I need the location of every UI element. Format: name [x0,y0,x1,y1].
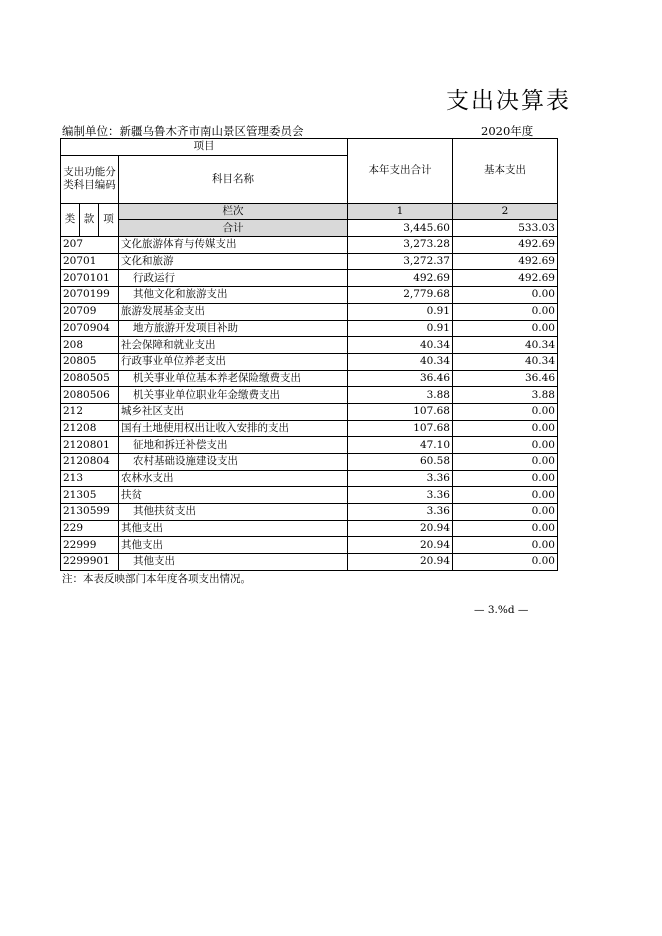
row-basic: 0.00 [453,554,558,571]
row-total: 3.88 [348,387,453,404]
row-total: 20.94 [348,554,453,571]
row-subject-name: 农村基础设施建设支出 [119,454,348,471]
compiling-unit: 编制单位：新疆乌鲁木齐市南山景区管理委员会 [62,124,304,138]
row-basic: 0.00 [453,537,558,554]
row-code: 229 [61,520,119,537]
header-row-3 [61,203,558,220]
table-row [61,287,558,304]
table-row [61,454,558,471]
row-total: 0.91 [348,320,453,337]
expenditure-table [60,138,558,571]
row-total: 3.36 [348,504,453,521]
row-basic: 0.00 [453,470,558,487]
row-subject-name: 城乡社区支出 [119,403,348,420]
table-row [61,270,558,287]
sum-basic: 533.03 [453,220,558,237]
table-row [61,237,558,254]
table-row [61,470,558,487]
row-total: 0.91 [348,303,453,320]
table-row [61,253,558,270]
row-code: 2120804 [61,454,119,471]
row-subject-name: 机关事业单位基本养老保险缴费支出 [119,370,348,387]
row-total: 2,779.68 [348,287,453,304]
row-subject-name: 文化旅游体育与传媒支出 [119,237,348,254]
row-basic: 0.00 [453,320,558,337]
row-code: 208 [61,337,119,354]
row-code: 2120801 [61,437,119,454]
row-total: 20.94 [348,520,453,537]
row-code: 21305 [61,487,119,504]
row-code: 22999 [61,537,119,554]
row-subject-name: 其他文化和旅游支出 [119,287,348,304]
table-note: 注：本表反映部门本年度各项支出情况。 [62,573,251,585]
row-basic: 3.88 [453,387,558,404]
row-subject-name: 地方旅游开发项目补助 [119,320,348,337]
row-subject-name: 文化和旅游 [119,253,348,270]
page-title: 支出决算表 [446,88,571,114]
row-total: 3.36 [348,470,453,487]
table-row [61,420,558,437]
row-basic: 492.69 [453,253,558,270]
row-basic: 0.00 [453,437,558,454]
row-basic: 492.69 [453,270,558,287]
row-basic: 0.00 [453,403,558,420]
row-total: 36.46 [348,370,453,387]
row-subject-name: 其他支出 [119,520,348,537]
row-total: 60.58 [348,454,453,471]
row-subject-name: 行政事业单位养老支出 [119,353,348,370]
table-row [61,353,558,370]
row-total: 47.10 [348,437,453,454]
header-basic: 基本支出 [453,139,558,204]
header-project: 项目 [61,139,348,156]
row-basic: 0.00 [453,504,558,521]
row-code: 207 [61,237,119,254]
table-row [61,387,558,404]
row-basic: 40.34 [453,337,558,354]
row-subject-name: 其他扶贫支出 [119,504,348,521]
table-row [61,320,558,337]
header-code-group: 支出功能分类科目编码 [61,155,119,203]
table-row [61,537,558,554]
table-row [61,370,558,387]
header-subject-name: 科目名称 [119,155,348,203]
row-total: 492.69 [348,270,453,287]
row-total: 3,272.37 [348,253,453,270]
row-code: 2080506 [61,387,119,404]
fiscal-year: 2020年度 [481,124,534,138]
row-subject-name: 扶贫 [119,487,348,504]
row-subject-name: 国有土地使用权出让收入安排的支出 [119,420,348,437]
table-row [61,520,558,537]
row-subject-name: 其他支出 [119,554,348,571]
row-total: 3,273.28 [348,237,453,254]
header-xiang: 项 [99,203,119,236]
row-basic: 0.00 [453,287,558,304]
header-col2-index: 2 [453,203,558,220]
row-basic: 0.00 [453,520,558,537]
table-row [61,554,558,571]
header-column-index: 栏次 [119,203,348,220]
row-basic: 0.00 [453,487,558,504]
row-basic: 0.00 [453,303,558,320]
row-basic: 492.69 [453,237,558,254]
table-row [61,437,558,454]
header-kuan: 款 [80,203,99,236]
row-total: 20.94 [348,537,453,554]
row-code: 21208 [61,420,119,437]
row-subject-name: 其他支出 [119,537,348,554]
header-col1-index: 1 [348,203,453,220]
row-code: 213 [61,470,119,487]
row-subject-name: 农林水支出 [119,470,348,487]
row-basic: 0.00 [453,454,558,471]
row-subject-name: 社会保障和就业支出 [119,337,348,354]
row-code: 20805 [61,353,119,370]
sum-label: 合计 [119,220,348,237]
row-total: 40.34 [348,353,453,370]
header-total: 本年支出合计 [348,139,453,204]
row-subject-name: 行政运行 [119,270,348,287]
row-code: 2070904 [61,320,119,337]
row-total: 107.68 [348,420,453,437]
header-row-1 [61,139,558,156]
row-code: 2070101 [61,270,119,287]
row-code: 2130599 [61,504,119,521]
row-total: 3.36 [348,487,453,504]
row-total: 107.68 [348,403,453,420]
row-subject-name: 旅游发展基金支出 [119,303,348,320]
row-code: 212 [61,403,119,420]
row-subject-name: 机关事业单位职业年金缴费支出 [119,387,348,404]
header-row-4 [61,220,558,237]
row-code: 20709 [61,303,119,320]
table-row [61,303,558,320]
table-row [61,504,558,521]
table-row [61,487,558,504]
row-code: 2070199 [61,287,119,304]
row-code: 20701 [61,253,119,270]
row-total: 40.34 [348,337,453,354]
row-code: 2299901 [61,554,119,571]
row-code: 2080505 [61,370,119,387]
sum-total: 3,445.60 [348,220,453,237]
table-row [61,403,558,420]
row-basic: 36.46 [453,370,558,387]
row-basic: 40.34 [453,353,558,370]
table-row [61,337,558,354]
header-lei: 类 [61,203,80,236]
row-basic: 0.00 [453,420,558,437]
row-subject-name: 征地和拆迁补偿支出 [119,437,348,454]
page-number: — 3.%d — [474,604,529,616]
